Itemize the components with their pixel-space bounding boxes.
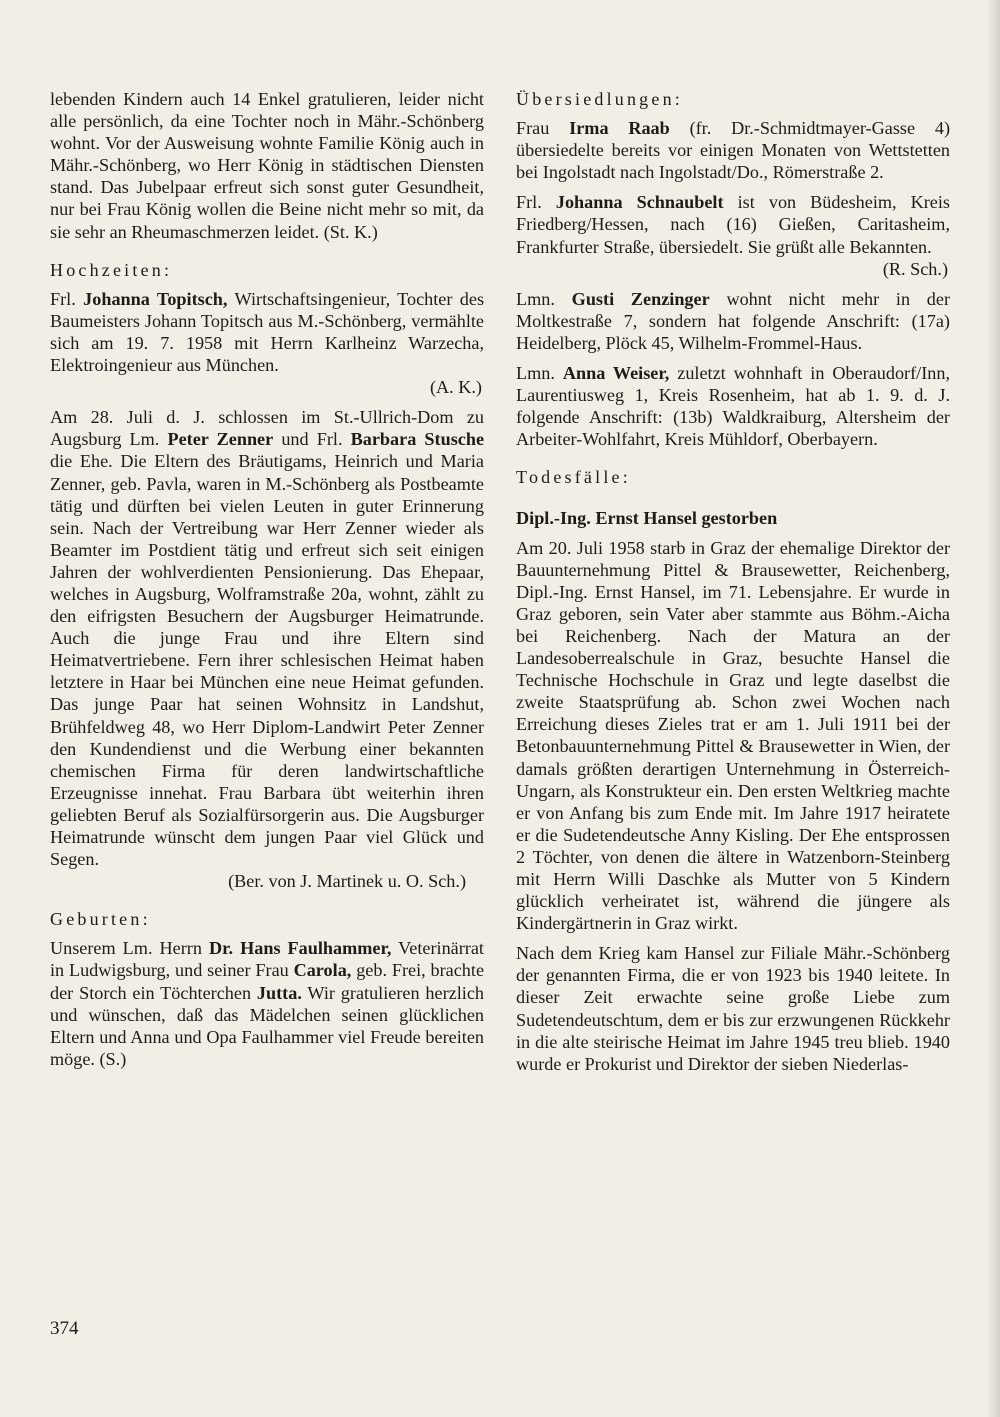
- name-anna-weiser: Anna Weiser,: [562, 363, 670, 384]
- move-notice-weiser: Lmn. Anna Weiser, zuletzt wohnhaft in Oberaudorf/Inn, Laurentiusweg 1, Kreis Rosenheim, hat ab 1. 9. d. J. folgende Anschrift: (13b) Waldkraiburg, Altersheim der Arbeiter-Wohlfahrt, Kreis Mühldorf, Oberbayern.: [516, 363, 951, 450]
- wedding-notice-zenner: Am 28. Juli d. J. schlossen im St.-Ullrich-Dom zu Augsburg Lm. Peter Zenner und Frl. Barbara Stusche die Ehe. Die Eltern des Bräutigams, Heinrich und Maria Zenner, geb. Pavla, waren in M.-Schönberg als Postbeamte tätig und dürften bei vielen Leuten in guter Erinnerung sein. Nach der Vertreibung war Herr Zenner wieder als Beamter im Postdient tätig und erfreut sich seit einigen Jahren der wohlverdienten Pensionierung. Das Ehepaar, welches in Augsburg, Wolframstraße 20a, wohnt, zählt zu den eifrigsten Besuchern der Augsburger Heimatrunde. Auch die junge Frau und ihre Eltern sind Heimatvertriebene. Fern ihrer schlesischen Heimat haben letztere in Haar bei München eine neue Heimat gefunden. Das junge Paar hat seinen Wohnsitz in Landshut, Brühfeldweg 48, wo Herr Diplom-Landwirt Peter Zenner den Kundendienst und die Werbung einer bekannten chemischen Firma für deren landwirtschaftliche Erzeugnisse innehat. Frau Barbara übt weiterhin ihren geliebten Beruf als Sozialfürsorgerin aus. Die Augsburger Heimatrunde wünscht dem jungen Paar viel Glück und Segen.: [50, 407, 485, 870]
- name-hans-faulhammer: Dr. Hans Faulhammer,: [208, 938, 392, 959]
- name-gusti-zenzinger: Gusti Zenzinger: [571, 288, 710, 309]
- signature-rsch: (R. Sch.): [882, 258, 948, 279]
- left-column: [50, 88, 484, 1078]
- name-johanna-schnaubelt: Johanna Schnaubelt: [555, 192, 724, 213]
- move-notice-zenzinger: Lmn. Gusti Zenzinger wohnt nicht mehr in der Moltkestraße 7, sondern hat folgende Anschrift: (17a) Heidelberg, Plöck 45, Wilhelm-Frommel-Haus.: [516, 288, 951, 353]
- right-column: [516, 88, 950, 1083]
- birth-notice-faulhammer: Unserem Lm. Herrn Dr. Hans Faulhammer, Veterinärrat in Ludwigsburg, und seiner Frau Carola, geb. Frei, brachte der Storch ein Töchterchen Jutta. Wir gratulieren herzlich und wünschen, daß das Mädelchen seinen glücklichen Eltern und Anna und Opa Faulhammer viel Freude bereiten möge. (S.): [50, 938, 485, 1069]
- name-peter-zenner: Peter Zenner: [167, 429, 274, 450]
- signature-ak: (A. K.): [429, 377, 482, 398]
- name-johanna-topitsch: Johanna Topitsch,: [83, 288, 228, 309]
- heading-uebersiedlungen: Übersiedlungen:: [516, 89, 683, 109]
- intro-paragraph: lebenden Kindern auch 14 Enkel gratulieren, leider nicht alle persönlich, da eine Tochter noch in Mähr.-Schönberg wohnt. Vor der Ausweisung wohnte Familie König auch in Mähr.-Schönberg, wo Herr König in städtischen Diensten stand. Das Jubelpaar erfreut sich sonst guter Gesundheit, nur bei Frau König wollen die Beine nicht mehr so mit, da sie sehr an Rheumaschmerzen leidet. (St. K.): [50, 89, 484, 242]
- signature-martinek: (Ber. von J. Martinek u. O. Sch.): [228, 871, 466, 892]
- page-number: 374: [50, 1318, 79, 1339]
- obituary-title: Dipl.-Ing. Ernst Hansel gestorben: [516, 507, 778, 528]
- name-barbara-stusche: Barbara Stusche: [350, 429, 485, 450]
- wedding-notice-topitsch: Frl. Johanna Topitsch, Wirtschaftsingenieur, Tochter des Baumeisters Johann Topitsch aus M.-Schönberg, vermählte sich am 19. 7. 1958 mit Herrn Karlheinz Warzecha, Elektroingenieur aus München.: [50, 288, 485, 376]
- obituary-paragraph-2: Nach dem Krieg kam Hansel zur Filiale Mähr.-Schönberg der genannten Firma, die er von 1923 bis 1940 leitete. In dieser Zeit erwachte seine große Liebe zum Sudetendeutschtum, dem er bis zur erzwungenen Rückkehr in die alte steirische Heimat im Jahre 1945 treu blieb. 1940 wurde er Prokurist und Direktor der sieben Niederlas-: [516, 943, 950, 1074]
- heading-hochzeiten: Hochzeiten:: [50, 259, 173, 280]
- page-edge-shadow: [986, 0, 1000, 1417]
- name-irma-raab: Irma Raab: [569, 118, 670, 139]
- heading-geburten: Geburten:: [50, 909, 151, 930]
- obituary-paragraph-1: Am 20. Juli 1958 starb in Graz der ehemalige Direktor der Bauunternehmung Pittel & Brausewetter, Reichenberg, Dipl.-Ing. Ernst Hansel, im 71. Lebensjahre. Er wurde in Graz geboren, sein Vater aber stammte aus Böhm.-Aicha bei Reichenberg. Nach der Matura an der Landesoberrealschule in Graz, besuchte Hansel die Technische Hochschule in Graz und legte daselbst die zweite Staatsprüfung ab. Schon zwei Wochen nach Erreichung dieses Zieles trat er am 1. Juli 1911 bei der Betonbauunternehmung Pittel & Brausewetter in Wien, der damals größten derartigen Unternehmung in Österreich-Ungarn, als Konstrukteur ein. Den ersten Weltkrieg machte er von Anfang bis zum Ende mit. Im Jahre 1917 heiratete er die Sudetendeutsche Anny Kisling. Der Ehe entsprossen 2 Töchter, von denen die ältere in Watzenborn-Steinberg mit Herrn Willi Daschke als Mutter von 5 Kindern glücklich verheiratet ist, während die jüngere als Kindergärtnerin in Graz wirkt.: [516, 537, 950, 934]
- heading-todesfaelle: Todesfälle:: [516, 467, 631, 488]
- name-jutta: Jutta.: [256, 982, 302, 1003]
- move-notice-raab: Frau Irma Raab (fr. Dr.-Schmidtmayer-Gasse 4) übersiedelte bereits vor einigen Monaten von Wettstetten bei Ingolstadt nach Ingolstadt/Do., Römerstraße 2.: [516, 118, 950, 183]
- move-notice-schnaubelt: Frl. Johanna Schnaubelt ist von Büdesheim, Kreis Friedberg/Hessen, nach (16) Gießen, Caritasheim, Frankfurter Straße, übersiedelt. Sie grüßt alle Bekannten.: [516, 192, 951, 257]
- name-carola: Carola,: [293, 960, 352, 981]
